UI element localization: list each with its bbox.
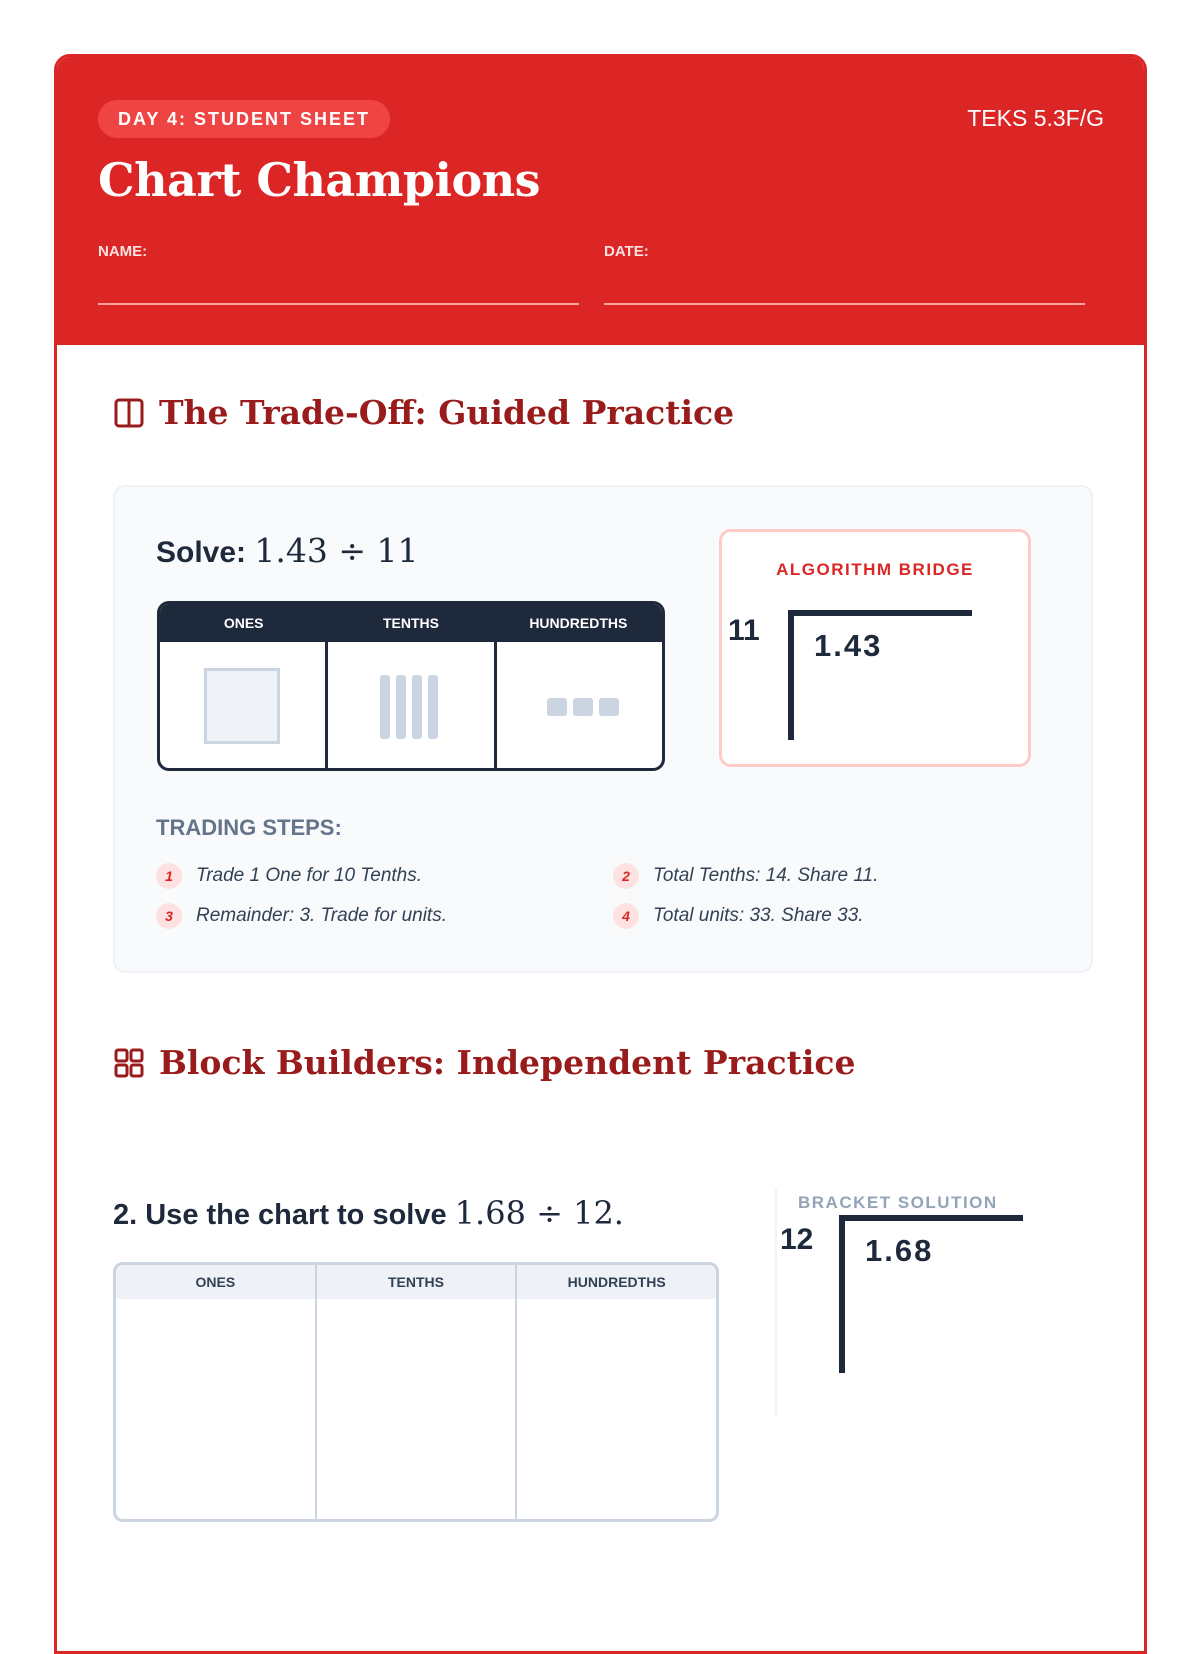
step-number: 4: [613, 903, 639, 929]
one-block: [204, 668, 280, 744]
divisor: 11: [728, 614, 760, 647]
step-number: 1: [156, 863, 182, 889]
guided-section-title: [113, 393, 734, 432]
name-label: NAME:: [98, 243, 148, 260]
bracket-solution-title: BRACKET SOLUTION: [798, 1193, 998, 1212]
question-expression: 1.68 ÷ 12.: [454, 1194, 624, 1232]
tenth-rod: [428, 675, 438, 739]
hundredth-unit: [599, 698, 619, 716]
step-3: [156, 903, 447, 929]
question-text: 2. Use the chart to solve: [113, 1199, 455, 1231]
algorithm-bridge-box: [719, 529, 1031, 767]
dividend: 1.43: [814, 628, 883, 663]
tenth-rod: [380, 675, 390, 739]
step-4: [613, 903, 864, 929]
step-text: Remainder: 3. Trade for units.: [196, 905, 447, 926]
guided-practice-panel: [113, 485, 1093, 973]
solution-divider: [775, 1188, 777, 1418]
solve-label: Solve:: [156, 536, 247, 569]
page-title: Chart Champions: [98, 153, 541, 207]
standard-label: TEKS 5.3F/G: [967, 105, 1104, 131]
hundredths-work-cell[interactable]: [517, 1299, 716, 1519]
day-badge: DAY 4: STUDENT SHEET: [98, 100, 390, 138]
trading-steps-title: TRADING STEPS:: [156, 815, 342, 840]
columns-icon: [113, 397, 145, 429]
column-header-tenths: TENTHS: [317, 1265, 518, 1299]
step-2: [613, 863, 878, 889]
dividend: 1.68: [865, 1233, 934, 1268]
tenths-cell: [328, 642, 496, 771]
place-value-chart-guided: [157, 601, 665, 771]
hundredths-cell: [497, 642, 662, 771]
grid-icon: [113, 1047, 145, 1079]
ones-work-cell[interactable]: [116, 1299, 317, 1519]
hundredth-units: [547, 698, 619, 716]
independent-title-text: Block Builders: Independent Practice: [159, 1043, 856, 1082]
divisor: 12: [780, 1223, 814, 1256]
guided-title-text: The Trade-Off: Guided Practice: [159, 393, 735, 432]
column-header-hundredths: HUNDREDTHS: [529, 615, 628, 631]
column-header-tenths: TENTHS: [382, 615, 439, 631]
place-value-chart-independent[interactable]: [113, 1262, 719, 1522]
independent-section-title: [113, 1043, 855, 1082]
column-header-ones: ONES: [223, 615, 264, 631]
step-number: 2: [613, 863, 639, 889]
solve-expression: 1.43 ÷ 11: [254, 531, 419, 570]
step-text: Trade 1 One for 10 Tenths.: [196, 865, 423, 886]
solve-prompt: [156, 531, 418, 570]
name-field[interactable]: [98, 303, 579, 305]
tenth-rods: [380, 675, 438, 739]
step-text: Total Tenths: 14. Share 11.: [653, 865, 879, 886]
date-field[interactable]: [604, 303, 1085, 305]
worksheet: [54, 54, 1147, 1654]
question-2: [113, 1194, 624, 1232]
column-header-ones: ONES: [116, 1265, 317, 1299]
step-text: Total units: 33. Share 33.: [653, 905, 864, 926]
date-label: DATE:: [604, 243, 649, 260]
step-1: [156, 863, 422, 889]
tenths-work-cell[interactable]: [317, 1299, 518, 1519]
ones-cell: [160, 642, 328, 771]
step-number: 3: [156, 903, 182, 929]
algorithm-bridge-title: ALGORITHM BRIDGE: [776, 560, 974, 579]
column-header-hundredths: HUNDREDTHS: [567, 1274, 666, 1290]
tenth-rod: [396, 675, 406, 739]
tenth-rod: [412, 675, 422, 739]
header-banner: [57, 57, 1144, 345]
hundredth-unit: [547, 698, 567, 716]
hundredth-unit: [573, 698, 593, 716]
